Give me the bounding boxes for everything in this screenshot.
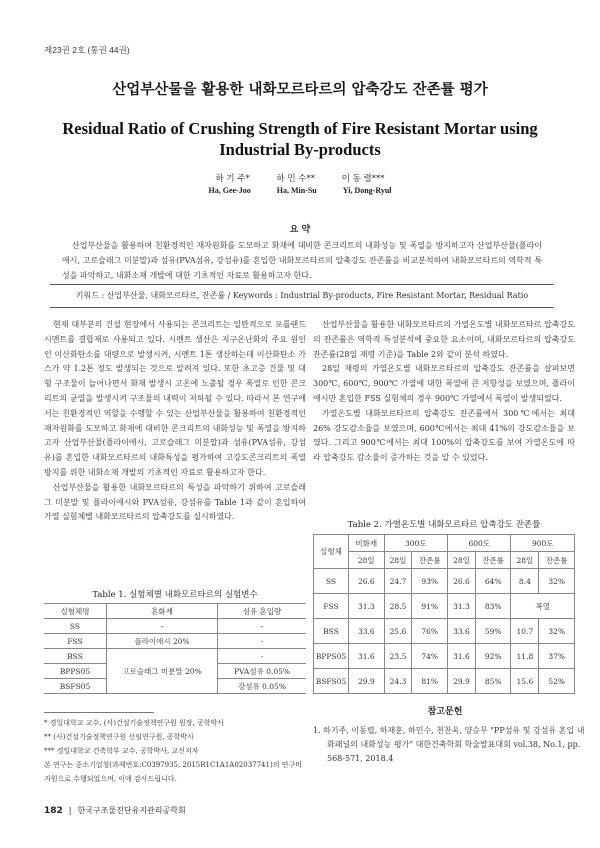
- author-2-en: Ha, Min-Su: [276, 186, 317, 195]
- table2-header-cell: 비화재: [349, 535, 385, 552]
- table2: [313, 534, 575, 694]
- page-number: 182: [44, 806, 63, 816]
- table-cell: BSFS05: [314, 669, 349, 694]
- right-paragraph: 산업부산물을 활용한 내화모르타르의 가열온도별 내화모르타르 압축강도의 잔존률은 역학적 특성분석에 중요한 요소이며, 내화모르타르의 압축강도 잔존률(28일 재령 기준)을 Table 2와 같이 분석 하였다.: [313, 320, 575, 359]
- abstract-heading: 요 약: [289, 225, 311, 235]
- table-cell: 32%: [539, 619, 575, 644]
- table-cell: FSS: [314, 594, 349, 619]
- table1-caption: Table 1. 실험체별 내화모르타르의 실험변수: [92, 590, 258, 600]
- table-cell: 74%: [412, 644, 448, 669]
- authors-english: [0, 186, 600, 195]
- footnote: * 경일대학교 교수, (사)건설기술정책연구원 원장, 공학박사: [44, 719, 225, 727]
- table-cell: -: [218, 619, 307, 634]
- table-cell: -: [107, 619, 218, 634]
- table1: [44, 603, 306, 694]
- table-row: [314, 594, 575, 619]
- table-cell: 31.3: [349, 594, 385, 619]
- table-row: [314, 619, 575, 644]
- reference-item: 1. 하기주, 이동렬, 하재훈, 하민수, 천찬욱, 양승무 "PP섬유 및 강섬유 혼입 내화패널의 내화성능 평가" 대한건축학회 학술발표대회 vol.38, No.1, pp. 568-571, 2018.4: [313, 726, 585, 763]
- footnote: 본 연구는 중소기업청(과제번호:C0397935, 2015R1C1A1A02037741)의 연구비 지원으로 수행되었으며, 이에 감사드립니다.: [44, 761, 302, 783]
- table1-header-row: [44, 604, 306, 619]
- table2-header-cell: 실험체: [314, 535, 349, 569]
- table-cell: 26.6: [448, 569, 476, 594]
- right-paragraph: 28일 재령의 가열온도별 내화모르타르의 압축강도 잔존률을 살펴보면 300℃, 600℃, 900℃ 가열에 대한 폭열에 큰 저항성을 보였으며, 플라이애시만 혼입한 FSS 실험체의 경우 900℃ 가열에서 폭열이 발생되었다.: [313, 364, 575, 403]
- table-row: [44, 649, 306, 664]
- table2-caption: Table 2. 가열온도별 내화모르타르 압축강도 잔존률: [347, 520, 541, 530]
- table-row: [314, 569, 575, 594]
- left-paragraph: 산업부산물을 활용한 내화모르타르의 특성을 파악하기 위하여 고로슬래그 미분말 및 플라이애시와 PVA섬유, 강섬유를 Table 1과 같이 혼입하여 가열 실험체별 내화모르타르의 압축강도를 실시하였다.: [44, 482, 306, 522]
- table-cell: -: [218, 634, 307, 649]
- table2-header-cell: 잔존률: [412, 552, 448, 569]
- table-cell: 33.6: [448, 619, 476, 644]
- table-row: [314, 644, 575, 669]
- table2-sub-header-row: [314, 552, 575, 569]
- table-cell: 31.3: [448, 594, 476, 619]
- table-cell: BPPS05: [44, 664, 107, 679]
- table-cell: 11.8: [511, 644, 539, 669]
- author-2-ko: 하 민 수**: [276, 174, 316, 184]
- table-cell: 59%: [475, 619, 511, 644]
- table-row: [44, 634, 306, 649]
- table-cell: 91%: [412, 594, 448, 619]
- page-footer: 182 | 한국구조물진단유지관리공학회: [44, 806, 186, 816]
- table-cell: 31.6: [349, 644, 385, 669]
- table-cell: 52%: [539, 669, 575, 694]
- table-cell: SS: [314, 569, 349, 594]
- table-cell: 31.6: [448, 644, 476, 669]
- table-cell: 32%: [539, 569, 575, 594]
- table2-header-cell: 28일: [384, 552, 412, 569]
- table-cell: 29.9: [448, 669, 476, 694]
- table-cell: 37%: [539, 644, 575, 669]
- footnotes: [44, 716, 306, 786]
- table2-header-cell: 잔존률: [539, 552, 575, 569]
- author-1-ko: 하 기 주*: [215, 174, 250, 184]
- table-cell: 92%: [475, 644, 511, 669]
- table2-group-header-row: [314, 535, 575, 552]
- table-row: [44, 619, 306, 634]
- table2-header-cell: 900도: [511, 535, 575, 552]
- table-cell: 76%: [412, 619, 448, 644]
- author-3-ko: 이 동 렬***: [341, 174, 385, 184]
- right-paragraph: 가열온도별 내화모르타르의 압축강도 잔존률에서 300℃에서는 최대 26% 강도감소율을 보였으며, 600℃에서는 최대 41%의 강도감소율을 보였다. 그리고 900℃에서는 최대 100%의 압축강도를 보여 가열온도에 따라 압축강도 감소율이 증가하는 것을 알 수 있었다.: [313, 408, 575, 463]
- table2-header-cell: 28일: [349, 552, 385, 569]
- table-cell: BSS: [314, 619, 349, 644]
- table-cell: 81%: [412, 669, 448, 694]
- references-heading: 참고문헌: [427, 707, 463, 717]
- author-1-en: Ha, Gee-Joo: [208, 186, 251, 195]
- table-cell: 고로슬래그 미분말 20%: [107, 649, 218, 694]
- table-cell: BSFS05: [44, 679, 107, 694]
- table-row: [314, 669, 575, 694]
- right-column-body: [313, 318, 575, 466]
- table2-header-cell: 300도: [384, 535, 447, 552]
- table-cell: 24.7: [384, 569, 412, 594]
- table-cell: 26.6: [349, 569, 385, 594]
- table1-header-cell: 혼화재: [107, 604, 218, 619]
- table2-header-cell: 잔존률: [475, 552, 511, 569]
- table-cell: 23.5: [384, 644, 412, 669]
- title-korean: 산업부산물을 활용한 내화모르타르의 압축강도 잔존률 평가: [112, 82, 488, 98]
- title-english: Residual Ratio of Crushing Strength of Fire Resistant Mortar using Industrial By-products: [62, 119, 538, 159]
- table-cell: 8.4: [511, 569, 539, 594]
- table-cell: 33.6: [349, 619, 385, 644]
- left-paragraph: 현재 대부분의 건설 현장에서 사용되는 콘크리트는 일반적으로 포틀랜드 시멘트를 결합재로 사용되고 있다. 시멘트 생산은 지구온난화의 주요 원인인 이산화탄소를 대량으로 발생시켜, 시멘트 1톤 생산하는데 이산화탄소 가스가 약 1.2톤 정도 발생되는 것으로 알려져 있다. 또한 초고층 건물 및 대형 구조물이 늘어나면서 화재 발생시 고온에 노출될 경우 폭열로 인한 콘크리트의 균열을 발생시켜 구조물의 내력이 저하될 수 있다. 따라서 본 연구에서는 친환경적인 역할을 수행할 수 있는 산업부산물을 활용하여 친환경적인 재자원화를 도모하고 화재에 대비한 콘크리트의 내화성능 및 폭열을 방지하고자 산업부산물(플라이애시, 고로슬래그 미분말)과 섬유(PVA섬유, 강섬유)를 혼입한 내화모르타르의 내화특성을 평가하여 고강도콘크리트의 폭열방지를 위한 내화소재 개발의 기초적인 자료로 활용하고자 한다.: [44, 320, 306, 477]
- table-cell: 64%: [475, 569, 511, 594]
- table-cell: 15.6: [511, 669, 539, 694]
- footnote-divider: [44, 712, 154, 713]
- keywords: 키워드 : 산업부산물, 내화모르타르, 잔존률 / Keywords : Industrial By-products, Fire Resistant Mortar, Residual Ratio: [50, 284, 554, 308]
- table-cell: PVA섬유 0.05%: [218, 664, 307, 679]
- abstract-text: 산업부산물을 활용하여 친환경적인 재자원화를 도모하고 화재에 대비한 콘크리트의 내화성능 및 폭열을 방지하고자 산업부산물(플라이애시, 고로슬래그 미분말)과 섬유(PVA섬유, 강섬유)를 혼입한 내화모르타르의 압축강도 잔존률을 비교분석하여 내화모르타르의 역학적 특성을 파악하고, 내화소재 개발에 대한 기초적인 자료로 활용하고자 한다.: [62, 241, 542, 280]
- table-cell: 93%: [412, 569, 448, 594]
- table-cell: BPPS05: [314, 644, 349, 669]
- journal-issue-header: 제23권 2호 (통권 44권): [44, 45, 130, 55]
- table-cell: 플라이애시 20%: [107, 634, 218, 649]
- table-cell: 29.9: [349, 669, 385, 694]
- table1-header-cell: 실험체명: [44, 604, 107, 619]
- author-3-en: Yi, Dong-Ryul: [342, 186, 392, 195]
- footnote: *** 경일대학교 건축학부 교수, 공학박사, 교신저자: [44, 747, 199, 755]
- footnote: ** (사)건설기술정책연구원 선임연구원, 공학박사: [44, 733, 194, 741]
- table-cell: FSS: [44, 634, 107, 649]
- authors-korean: [0, 172, 600, 184]
- table-cell: 25.6: [384, 619, 412, 644]
- table-cell: 10.7: [511, 619, 539, 644]
- society-name: 한국구조물진단유지관리공학회: [77, 806, 186, 815]
- table-cell: 85%: [475, 669, 511, 694]
- table-cell: 24.3: [384, 669, 412, 694]
- table2-header-cell: 600도: [448, 535, 511, 552]
- table2-header-cell: 28일: [448, 552, 476, 569]
- left-column-body: [44, 318, 306, 525]
- table-cell: 28.5: [384, 594, 412, 619]
- table1-header-cell: 섬유 혼입량: [218, 604, 307, 619]
- table-cell: 강섬유 0.05%: [218, 679, 307, 694]
- table-cell: SS: [44, 619, 107, 634]
- table-cell: 83%: [475, 594, 511, 619]
- table-cell: BSS: [44, 649, 107, 664]
- table-cell: 폭열: [511, 594, 575, 619]
- table2-header-cell: 28일: [511, 552, 539, 569]
- table-cell: -: [218, 649, 307, 664]
